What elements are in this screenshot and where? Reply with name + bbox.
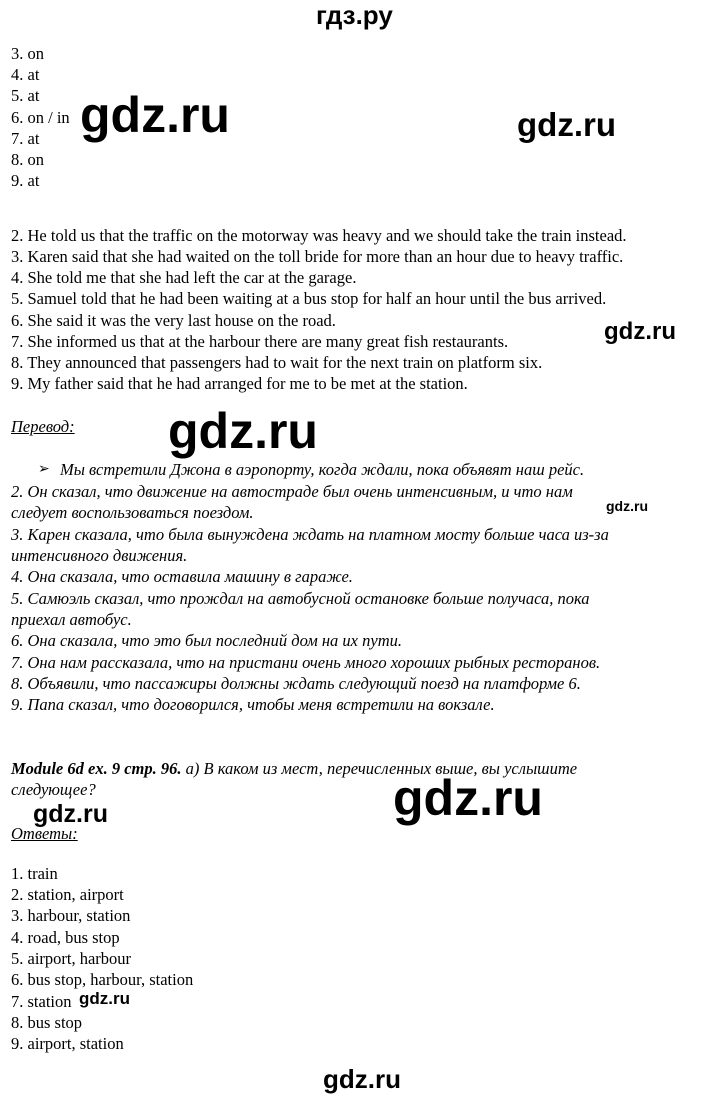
watermark-small: gdz.ru — [604, 318, 676, 345]
translation-label: Перевод: — [11, 417, 75, 436]
list-item: 8. Объявили, что пассажиры должны ждать следующий поезд на платформе 6. — [11, 674, 581, 693]
list-item: 3. Karen said that she had waited on the toll bride for more than an hour due to heavy traffic. — [11, 247, 624, 266]
watermark-tiny: gdz.ru — [606, 498, 648, 514]
list-item: 8. on — [11, 150, 44, 169]
list-item: 4. Она сказала, что оставила машину в гараже. — [11, 567, 353, 586]
list-item: интенсивного движения. — [11, 546, 188, 565]
translation-bullet-line: Мы встретили Джона в аэропорту, когда ждали, пока объявят наш рейс. — [60, 460, 585, 479]
list-item: 7. at — [11, 129, 40, 148]
watermark-medium: gdz.ru — [517, 106, 616, 143]
list-item: приехал автобус. — [11, 610, 132, 629]
list-item: следует воспользоваться поездом. — [11, 503, 254, 522]
list-item: 6. on / in — [11, 108, 70, 127]
list-item: 5. at — [11, 86, 40, 105]
list-item: 6. Она сказала, что это был последний дом на их пути. — [11, 631, 402, 650]
watermark-small: gdz.ru — [33, 800, 108, 828]
list-item: 3. Карен сказала, что была вынуждена ждать на платном мосту больше часа из-за — [11, 525, 609, 544]
header-watermark: гдз.ру — [316, 0, 393, 30]
list-item: 6. She said it was the very last house on the road. — [11, 311, 336, 330]
arrow-bullet-icon: ➢ — [38, 462, 50, 477]
list-item: 3. on — [11, 44, 44, 63]
list-item: 3. harbour, station — [11, 906, 131, 925]
list-item: 7. Она нам рассказала, что на пристани очень много хороших рыбных ресторанов. — [11, 653, 601, 672]
list-item: 7. station — [11, 992, 72, 1011]
list-item: 1. train — [11, 864, 58, 883]
list-item: 2. Он сказал, что движение на автостраде был очень интенсивным, и что нам — [11, 482, 573, 501]
list-item: 2. station, airport — [11, 885, 124, 904]
list-item: 4. She told me that she had left the car at the garage. — [11, 268, 357, 287]
list-item: 9. Папа сказал, что договорился, чтобы меня встретили на вокзале. — [11, 695, 495, 714]
list-item: 2. He told us that the traffic on the motorway was heavy and we should take the train instead. — [11, 226, 627, 245]
list-item: 9. My father said that he had arranged for me to be met at the station. — [11, 374, 468, 393]
list-item: 8. bus stop — [11, 1013, 83, 1032]
list-item: 4. road, bus stop — [11, 928, 120, 947]
watermark-large: gdz.ru — [80, 87, 230, 143]
watermark-large: gdz.ru — [393, 770, 543, 826]
list-item: 5. Самюэль сказал, что прождал на автобусной остановке больше получаса, пока — [11, 589, 590, 608]
list-item: 9. at — [11, 171, 40, 190]
list-item: 7. She informed us that at the harbour there are many great fish restaurants. — [11, 332, 509, 351]
module-ref: Module 6d ex. 9 стр. 96. — [11, 759, 182, 778]
list-item: 9. airport, station — [11, 1034, 124, 1053]
list-item: 5. Samuel told that he had been waiting at a bus stop for half an hour until the bus arrived. — [11, 289, 607, 308]
footer-watermark: gdz.ru — [323, 1064, 401, 1094]
watermark-large: gdz.ru — [168, 403, 318, 459]
watermark-tiny: gdz.ru — [79, 989, 130, 1008]
answers-label: Ответы: — [11, 824, 78, 843]
list-item: 4. at — [11, 65, 40, 84]
list-item: 8. They announced that passengers had to wait for the next train on platform six. — [11, 353, 543, 372]
module-question-cont: следующее? — [11, 780, 96, 799]
list-item: 5. airport, harbour — [11, 949, 132, 968]
module-question: а) В каком из мест, перечисленных выше, вы услышите — [181, 759, 578, 778]
list-item: 6. bus stop, harbour, station — [11, 970, 194, 989]
